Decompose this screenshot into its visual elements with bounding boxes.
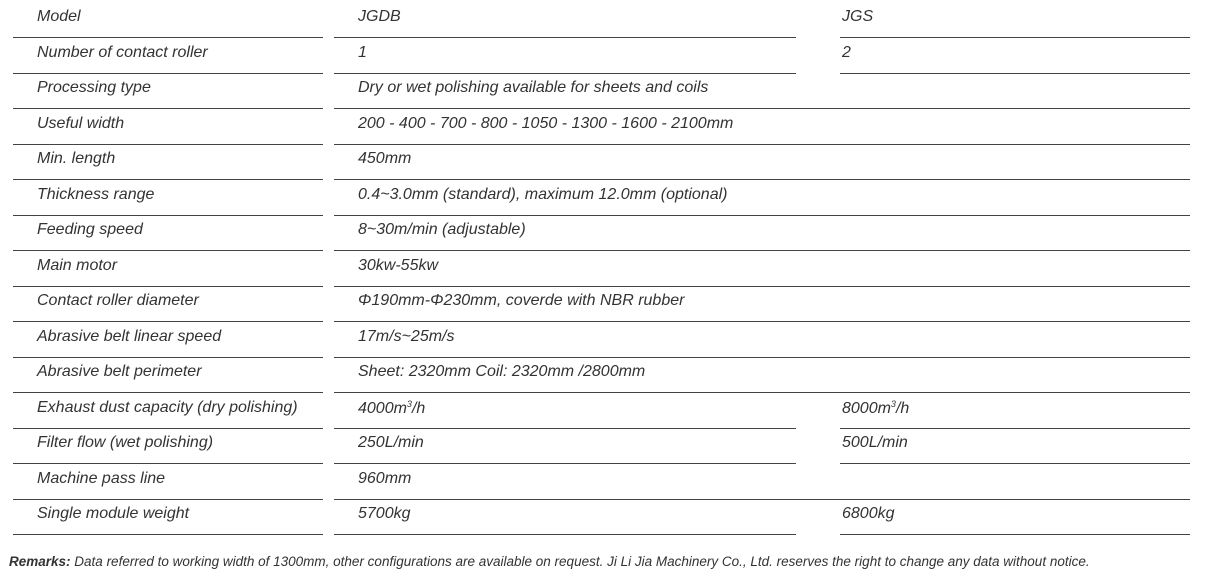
- spec-value-cell-2: [840, 393, 1190, 429]
- spec-value-cell: [334, 428, 796, 464]
- spec-value-text: 450mm: [358, 150, 412, 167]
- spec-row: [0, 109, 1223, 144]
- spec-label: Number of contact roller: [37, 43, 208, 61]
- spec-value-text: 500L/min: [842, 434, 908, 451]
- spec-value-cell: [334, 2, 796, 38]
- spec-value-cell: [334, 73, 1190, 109]
- spec-value-text: 1: [358, 43, 367, 61]
- spec-value-cell: [334, 393, 796, 429]
- spec-label-cell: [13, 2, 323, 38]
- spec-row: [0, 215, 1223, 250]
- unit-tail: /h: [411, 399, 426, 417]
- spec-value: [358, 435, 424, 451]
- spec-label: Main motor: [37, 256, 118, 274]
- spec-value-text: 0.4~3.0mm (standard), maximum 12.0mm (optional): [358, 185, 728, 203]
- spec-value: [358, 471, 411, 487]
- remarks-note: [9, 554, 1219, 569]
- spec-value: [358, 364, 645, 380]
- spec-value: [358, 187, 727, 203]
- spec-label: Abrasive belt perimeter: [37, 363, 202, 380]
- spec-label-cell: [13, 499, 323, 535]
- spec-value-text: 200 - 400 - 700 - 800 - 1050 - 1300 - 1600 - 2100mm: [358, 114, 734, 132]
- spec-label: Useful width: [37, 114, 125, 132]
- spec-row: [0, 38, 1223, 73]
- spec-value-text: 17m/s~25m/s: [358, 327, 455, 345]
- spec-value-2: [842, 506, 895, 522]
- spec-value-text: 4000m: [358, 399, 407, 417]
- spec-label-cell: [13, 357, 323, 393]
- unit-tail: /h: [895, 399, 910, 417]
- spec-row: [0, 73, 1223, 108]
- spec-value-text: JGS: [842, 8, 874, 25]
- spec-value-cell: [334, 322, 1190, 358]
- spec-value-text: Φ190mm-Φ230mm, coverde with NBR rubber: [358, 292, 685, 309]
- spec-value: [358, 400, 425, 417]
- spec-value-text: 8000m: [842, 399, 891, 417]
- spec-row: [0, 2, 1223, 37]
- spec-row: [0, 428, 1223, 463]
- spec-value-2: [842, 9, 873, 25]
- spec-value-cell-2: [840, 499, 1190, 535]
- spec-value: [358, 80, 708, 96]
- spec-label-cell: [13, 393, 323, 429]
- spec-label: Contact roller diameter: [37, 292, 199, 309]
- spec-value-cell: [334, 464, 1190, 500]
- spec-value-cell: [334, 38, 796, 74]
- spec-value-text: 5700kg: [358, 505, 411, 522]
- spec-label: Abrasive belt linear speed: [37, 327, 222, 345]
- spec-label: Min. length: [37, 150, 116, 167]
- spec-value-cell: [334, 251, 1190, 287]
- spec-row: [0, 393, 1223, 428]
- spec-value-cell: [334, 215, 1190, 251]
- spec-row: [0, 144, 1223, 179]
- spec-value: [358, 9, 401, 25]
- spec-value-cell-2: [840, 38, 1190, 74]
- unit-superscript: 3: [406, 398, 412, 409]
- spec-row: [0, 322, 1223, 357]
- spec-value-2: [842, 435, 908, 451]
- spec-value: [358, 222, 526, 238]
- spec-label-cell: [13, 180, 323, 216]
- spec-value-cell: [334, 286, 1190, 322]
- spec-label: Exhaust dust capacity (dry polishing): [37, 398, 298, 416]
- spec-value-2: [842, 400, 909, 417]
- spec-label-cell: [13, 215, 323, 251]
- spec-value-cell: [334, 109, 1190, 145]
- spec-label-cell: [13, 109, 323, 145]
- spec-value: [358, 45, 367, 61]
- spec-value: [358, 258, 438, 274]
- spec-value-text: 2: [842, 43, 851, 61]
- spec-label-cell: [13, 322, 323, 358]
- spec-value: [358, 116, 733, 132]
- unit-superscript: 3: [890, 398, 896, 409]
- spec-row: [0, 499, 1223, 534]
- spec-label: Filter flow (wet polishing): [37, 434, 214, 451]
- spec-value: [358, 329, 454, 345]
- spec-value-text: 960mm: [358, 469, 412, 487]
- spec-label-cell: [13, 464, 323, 500]
- spec-row: [0, 180, 1223, 215]
- spec-label-cell: [13, 144, 323, 180]
- spec-value-text: 30kw-55kw: [358, 256, 439, 274]
- spec-label-cell: [13, 73, 323, 109]
- spec-value-text: Dry or wet polishing available for sheets and coils: [358, 79, 709, 96]
- spec-value-text: 250L/min: [358, 434, 424, 451]
- spec-row: [0, 464, 1223, 499]
- spec-label: Processing type: [37, 79, 151, 96]
- remarks-label: Remarks:: [9, 554, 71, 569]
- spec-value-cell: [334, 180, 1190, 216]
- spec-label: Model: [37, 8, 81, 25]
- spec-label-cell: [13, 428, 323, 464]
- spec-value: [358, 506, 411, 522]
- spec-value-text: Sheet: 2320mm Coil: 2320mm /2800mm: [358, 363, 646, 380]
- spec-label-cell: [13, 251, 323, 287]
- spec-value-cell: [334, 357, 1190, 393]
- spec-row: [0, 251, 1223, 286]
- spec-label: Single module weight: [37, 505, 190, 522]
- spec-value-text: 6800kg: [842, 505, 895, 522]
- spec-value-cell: [334, 144, 1190, 180]
- spec-label: Thickness range: [37, 185, 155, 203]
- spec-value-text: JGDB: [358, 8, 401, 25]
- spec-value: [358, 151, 411, 167]
- spec-value-2: [842, 45, 851, 61]
- spec-value-cell-2: [840, 2, 1190, 38]
- spec-value-cell-2: [840, 428, 1190, 464]
- spec-row: [0, 286, 1223, 321]
- spec-row: [0, 357, 1223, 392]
- remarks-text: Data referred to working width of 1300mm, other configurations are available on request. Ji Li Jia Machinery Co., Ltd. reserves the right to change any data without notice.: [70, 554, 1090, 569]
- spec-value: [358, 293, 684, 309]
- spec-label: Feeding speed: [37, 221, 143, 238]
- spec-value-cell: [334, 499, 796, 535]
- spec-value-text: 8~30m/min (adjustable): [358, 221, 526, 238]
- spec-label-cell: [13, 38, 323, 74]
- spec-label: Machine pass line: [37, 469, 166, 487]
- spec-label-cell: [13, 286, 323, 322]
